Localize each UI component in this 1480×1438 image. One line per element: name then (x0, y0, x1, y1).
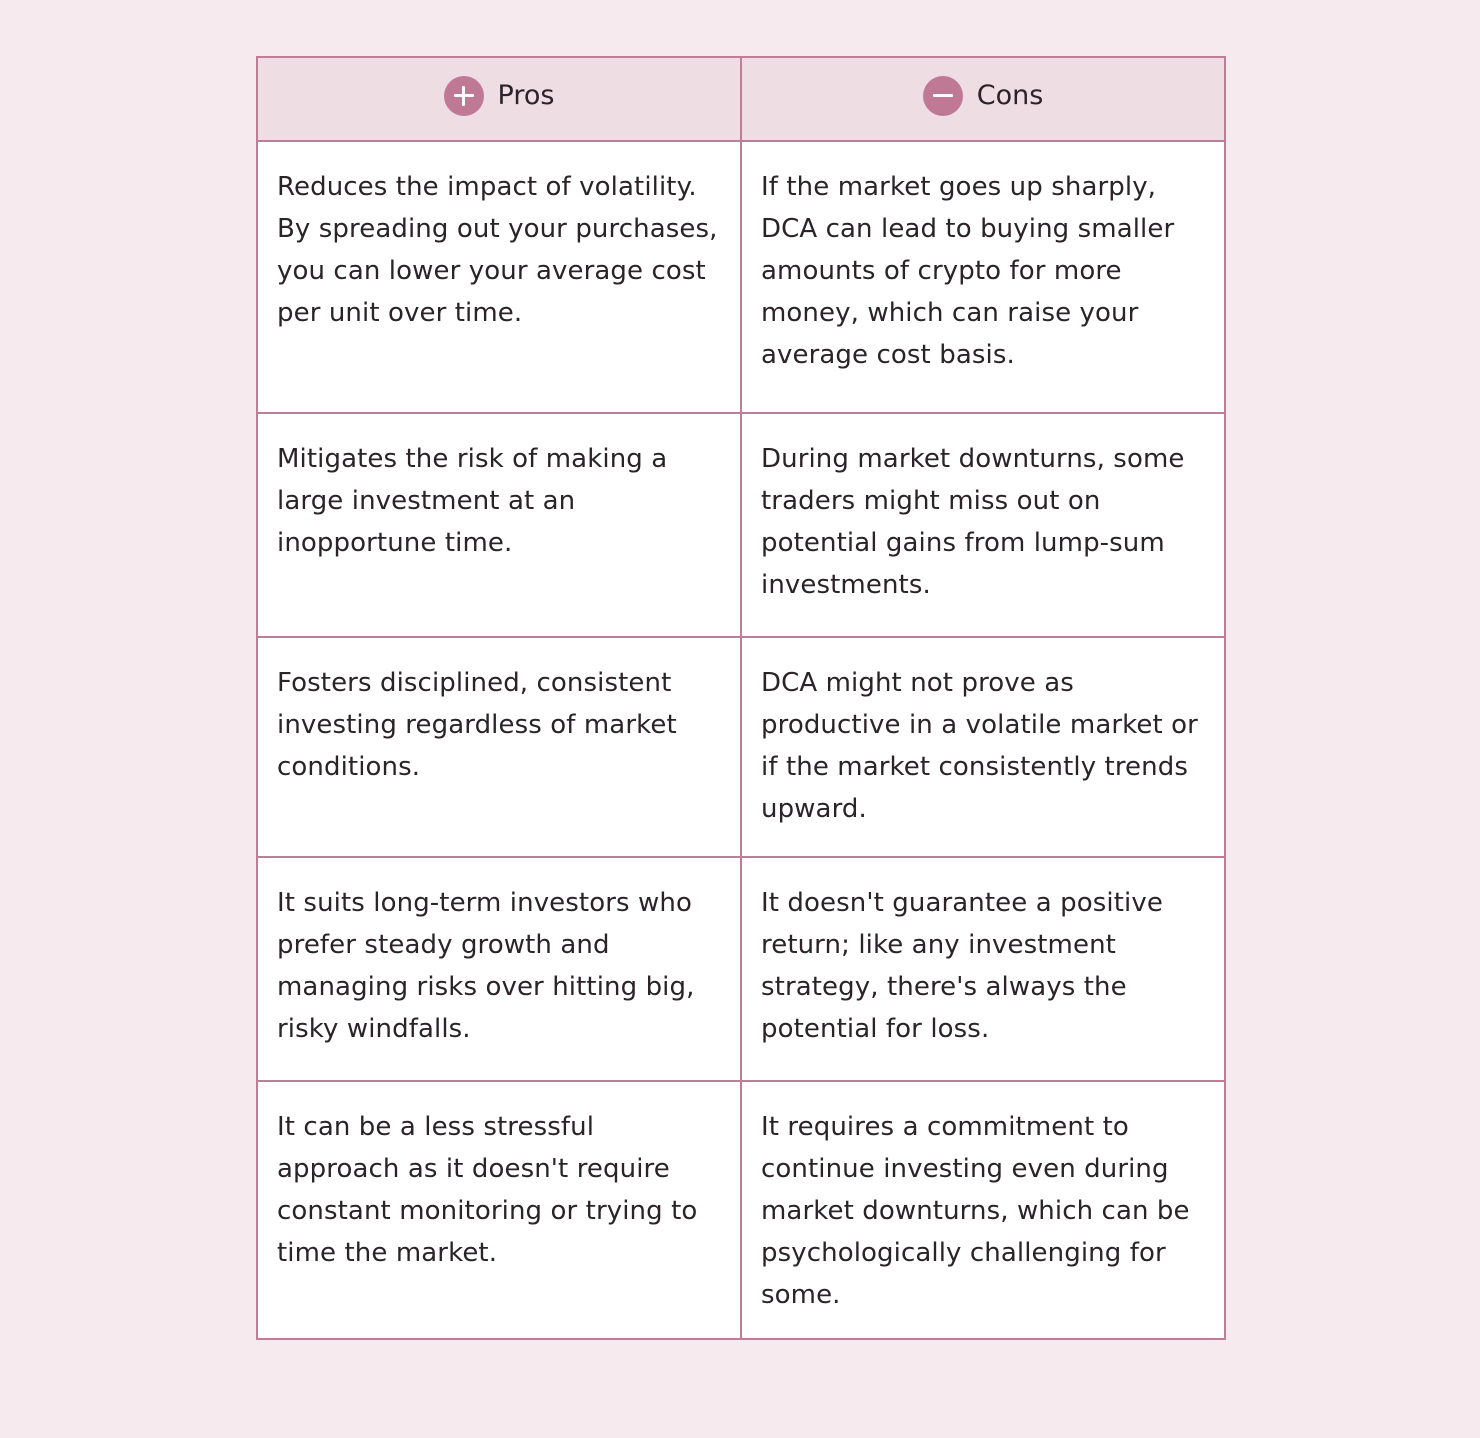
pros-cons-table (256, 56, 1226, 1340)
con-cell: DCA might not prove as productive in a volatile market or if the market consistently trends upward. (741, 637, 1225, 857)
table-row (257, 413, 1225, 637)
plus-circle-icon (444, 76, 484, 116)
pros-header-label: Pros (497, 80, 555, 111)
cons-header (741, 57, 1225, 141)
pro-cell: It suits long-term investors who prefer steady growth and managing risks over hitting big, risky windfalls. (257, 857, 741, 1081)
con-cell: During market downturns, some traders might miss out on potential gains from lump-sum investments. (741, 413, 1225, 637)
pro-cell: Fosters disciplined, consistent investing regardless of market conditions. (257, 637, 741, 857)
table-row (257, 141, 1225, 413)
table-row (257, 857, 1225, 1081)
con-cell: It requires a commitment to continue investing even during market downturns, which can be psychologically challenging for some. (741, 1081, 1225, 1339)
table-row (257, 1081, 1225, 1339)
cons-header-label: Cons (976, 80, 1044, 111)
pro-cell: Mitigates the risk of making a large investment at an inopportune time. (257, 413, 741, 637)
con-cell: It doesn't guarantee a positive return; like any investment strategy, there's always the potential for loss. (741, 857, 1225, 1081)
table-row (257, 637, 1225, 857)
con-cell: If the market goes up sharply, DCA can lead to buying smaller amounts of crypto for more money, which can raise your average cost basis. (741, 141, 1225, 413)
pro-cell: Reduces the impact of volatility. By spreading out your purchases, you can lower your average cost per unit over time. (257, 141, 741, 413)
table-header-row (257, 57, 1225, 141)
pros-header (257, 57, 741, 141)
minus-circle-icon (923, 76, 963, 116)
pro-cell: It can be a less stressful approach as it doesn't require constant monitoring or trying to time the market. (257, 1081, 741, 1339)
